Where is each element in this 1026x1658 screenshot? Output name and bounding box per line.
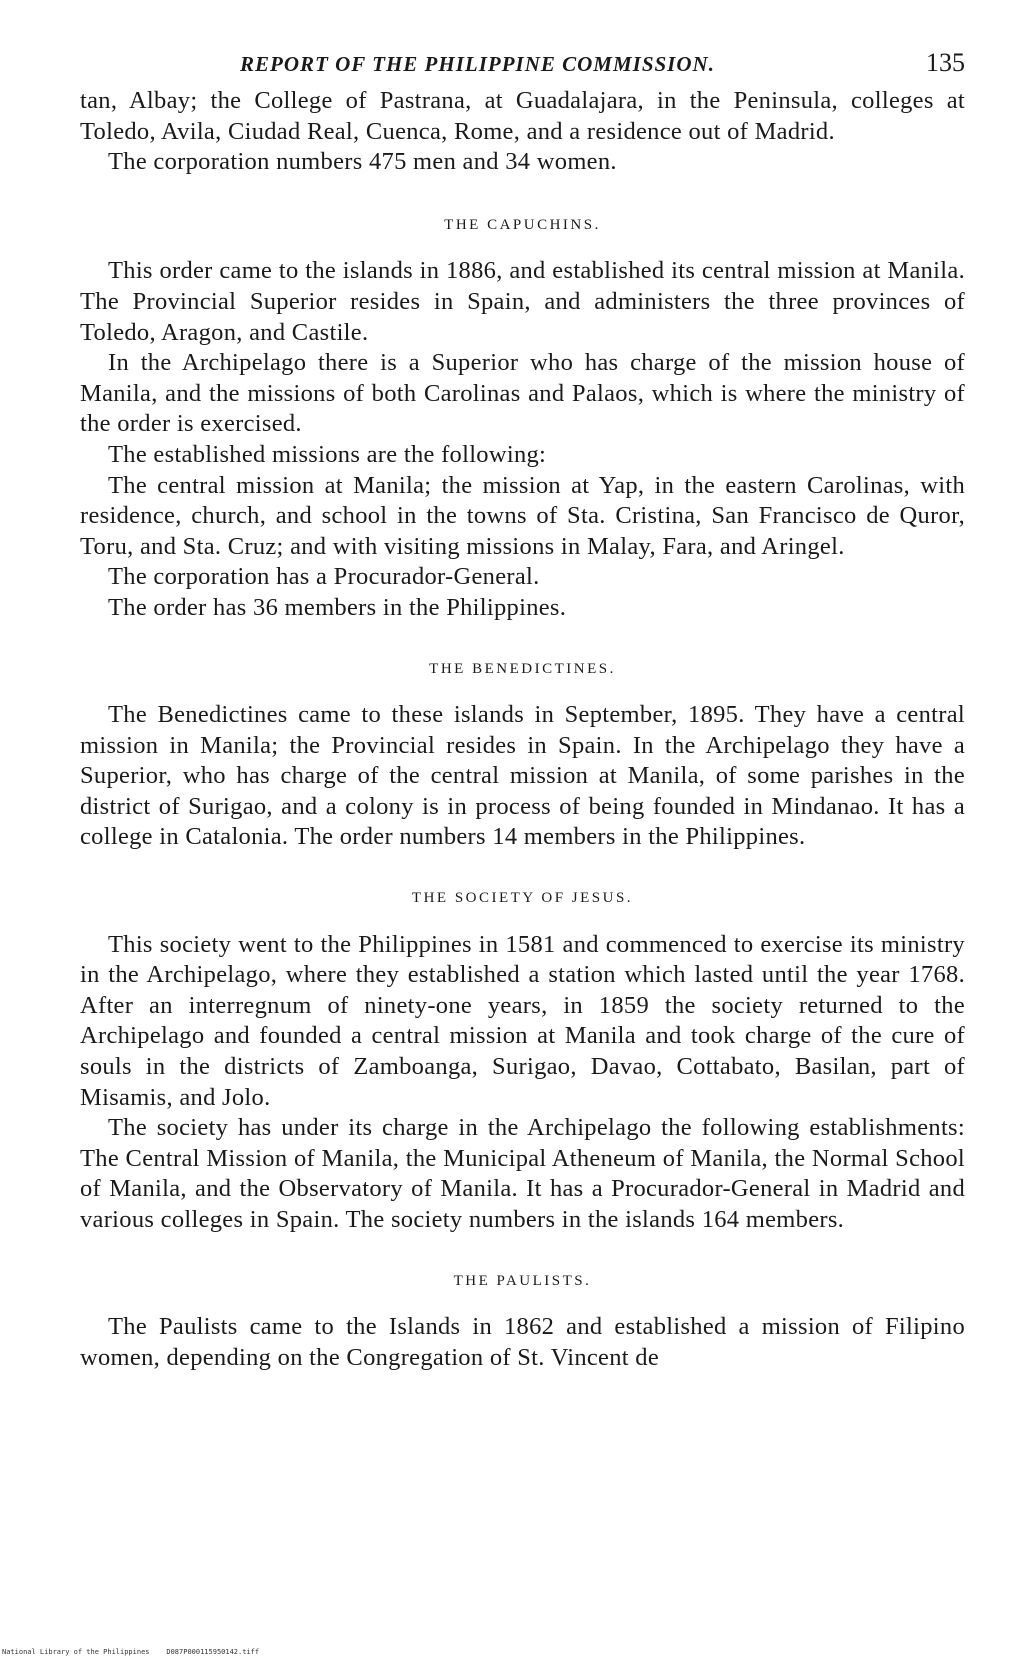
page-number: 135	[926, 48, 965, 77]
paragraph: The Paulists came to the Islands in 1862 and established a mission of Filipino women, depending on the Congregation of St. Vincent de	[80, 1313, 965, 1371]
section-heading-capuchins: THE CAPUCHINS.	[444, 216, 601, 233]
page-text	[80, 86, 965, 1373]
section-heading-society-of-jesus: THE SOCIETY OF JESUS.	[411, 890, 634, 907]
section-heading-benedictines: THE BENEDICTINES.	[429, 660, 616, 677]
paragraph: The corporation has a Procurador-General.	[108, 563, 540, 591]
paragraph: tan, Albay; the College of Pastrana, at Guadalajara, in the Peninsula, colleges at Toledo, Avila, Ciudad Real, Cuenca, Rome, and a residence out of Madrid.	[80, 87, 965, 145]
paragraph: The Benedictines came to these islands in September, 1895. They have a central mission in Manila; the Provincial resides in Spain. In the Archipelago they have a Superior, who has charge of the central mission at Manila, of some parishes in the district of Surigao, and a colony is in process of being founded in Mindanao. It has a college in Catalonia. The order numbers 14 members in the Philippines.	[80, 701, 965, 851]
paragraph: The society has under its charge in the Archipelago the following establishments: The Central Mission of Manila, the Municipal Atheneum of Manila, the Normal School of Manila, and the Observatory of Manila. It has a Procurador-General in Madrid and various colleges in Spain. The society numbers in the islands 164 members.	[80, 1114, 965, 1233]
paragraph: In the Archipelago there is a Superior who has charge of the mission house of Manila, and the missions of both Carolinas and Palaos, which is where the ministry of the order is exercised.	[80, 349, 965, 438]
paragraph: The corporation numbers 475 men and 34 women.	[108, 148, 617, 176]
footer-source: National Library of the Philippines	[2, 1648, 150, 1656]
paragraph: The order has 36 members in the Philippines.	[108, 593, 567, 621]
paragraph: The established missions are the following:	[108, 440, 547, 468]
running-title: REPORT OF THE PHILIPPINE COMMISSION.	[240, 52, 715, 76]
running-head	[80, 44, 965, 84]
scan-footer	[2, 1648, 259, 1656]
footer-file: D087P000115950142.tiff	[166, 1648, 260, 1656]
paragraph: The central mission at Manila; the mission at Yap, in the eastern Carolinas, with residence, church, and school in the towns of Sta. Cristina, San Francisco de Quror, Toru, and Sta. Cruz; and with visiting missions in Malay, Fara, and Aringel.	[80, 471, 965, 560]
paragraph: This order came to the islands in 1886, and established its central mission at Manila. The Provincial Superior resides in Spain, and administers the three provinces of Toledo, Aragon, and Castile.	[80, 257, 965, 346]
paragraph: This society went to the Philippines in 1581 and commenced to exercise its ministry in the Archipelago, where they established a station which lasted until the year 1768. After an interregnum of ninety-one years, in 1859 the society returned to the Archipelago and founded a central mission at Manila and took charge of the cure of souls in the districts of Zamboanga, Surigao, Davao, Cottabato, Basilan, part of Misamis, and Jolo.	[80, 930, 965, 1111]
section-heading-paulists: THE PAULISTS.	[453, 1272, 592, 1289]
